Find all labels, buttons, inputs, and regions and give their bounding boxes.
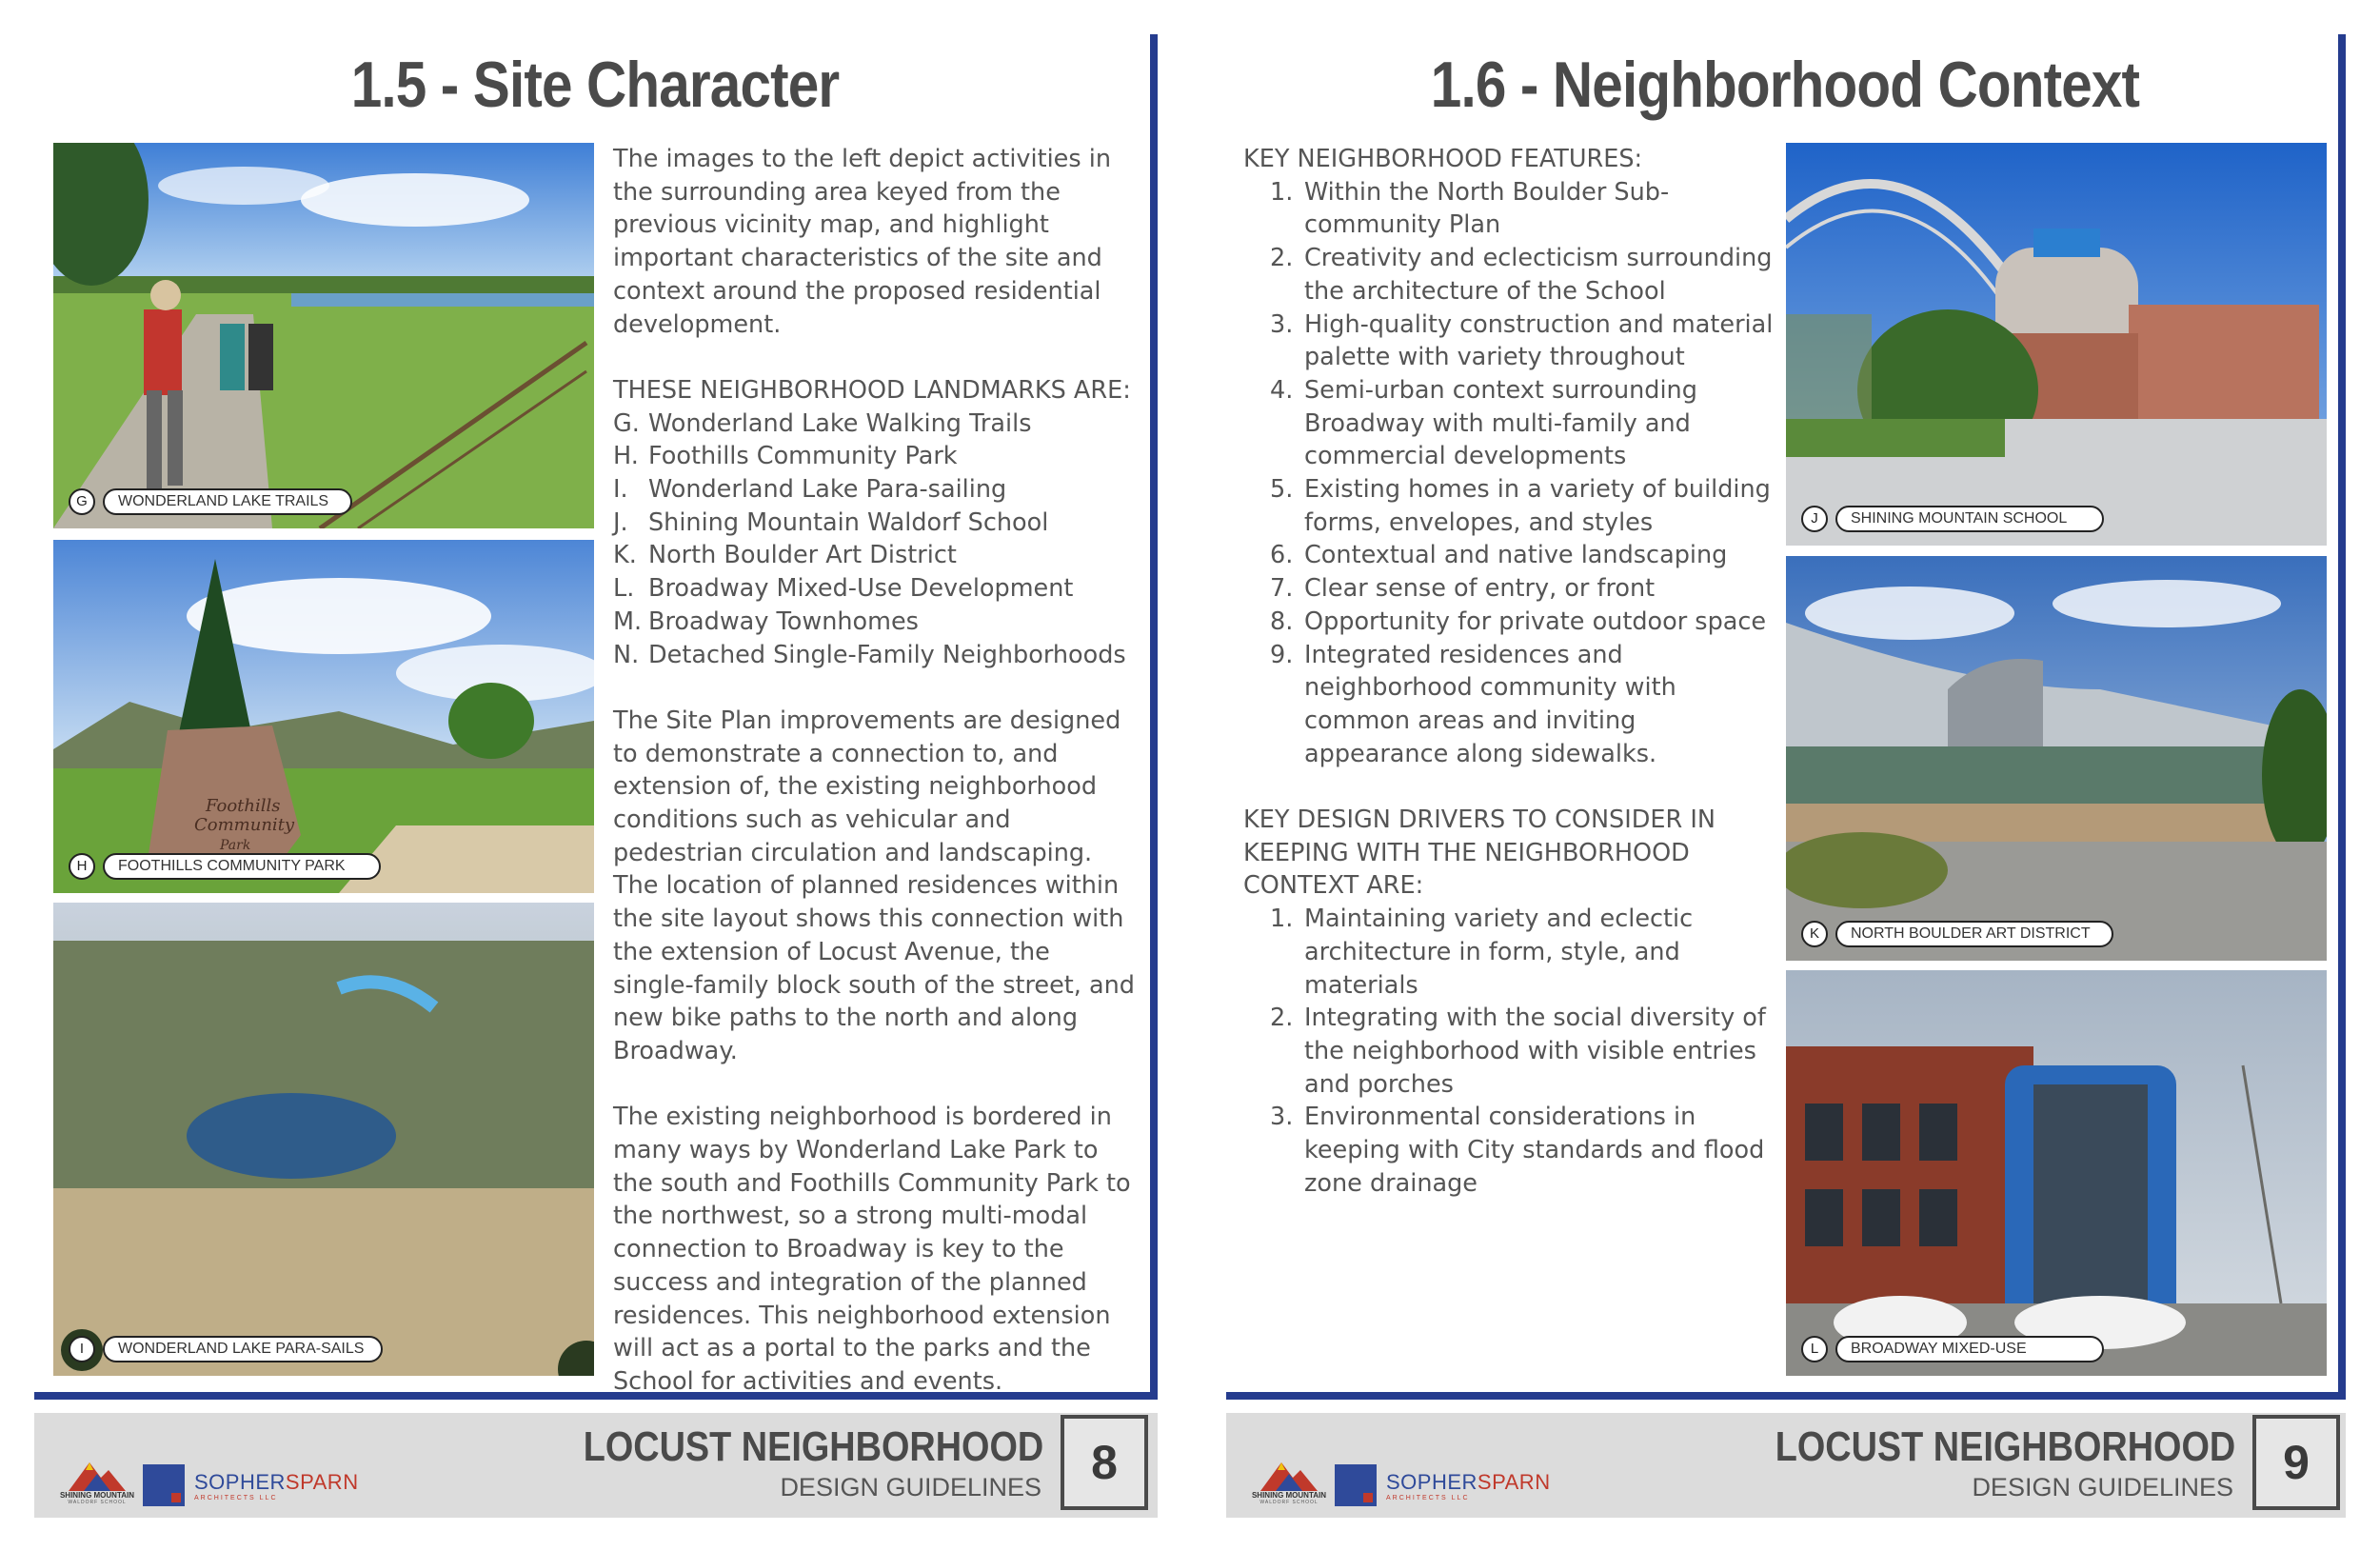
caption-letter: K <box>1801 921 1828 947</box>
caption-l <box>1801 1336 2104 1362</box>
photo-broadway-mixed-use <box>1786 970 2327 1376</box>
caption-h <box>69 853 381 880</box>
caption-j <box>1801 506 2104 532</box>
list-item: 8. Opportunity for private outdoor space <box>1270 606 1767 636</box>
caption-i <box>69 1336 383 1362</box>
sopher-sparn-mark-icon <box>1335 1464 1377 1506</box>
list-item: 3. Environmental considerations in keeping with City standards and flood zone drainage <box>1270 1103 1765 1198</box>
site-plan-paragraph: The Site Plan improvements are designed to demonstrate a connection to, and extension of, the existing neighborhood conditions such as vehicular and pedestrian circulation and landscaping. The location of planned residences within the site layout shows this connection with the extension of Locust Avenue, the single-family block south of the street, and new bike paths to the north and along Broadway. <box>613 706 1135 1065</box>
list-item: H. Foothills Community Park <box>613 442 958 471</box>
landmarks-heading: THESE NEIGHBORHOOD LANDMARKS ARE: <box>613 375 1131 405</box>
caption-letter: H <box>69 853 95 880</box>
list-item: 7. Clear sense of entry, or front <box>1270 574 1656 604</box>
mountain-icon <box>1260 1459 1318 1491</box>
list-item: L. Broadway Mixed-Use Development <box>613 574 1074 604</box>
left-page-right-rule <box>1150 34 1158 1400</box>
landmarks-list <box>613 408 1137 672</box>
right-text-column <box>1243 143 1776 1200</box>
list-item: 1. Within the North Boulder Sub-community Plan <box>1270 177 1670 240</box>
caption-letter: L <box>1801 1336 1828 1362</box>
features-heading: KEY NEIGHBORHOOD FEATURES: <box>1243 145 1643 173</box>
sopher-sparn-mark-icon <box>143 1464 185 1506</box>
footer-title: LOCUST NEIGHBORHOOD <box>1775 1423 2235 1470</box>
sign-text-2: Community <box>194 815 295 835</box>
caption-label: BROADWAY MIXED-USE <box>1835 1336 2104 1362</box>
caption-label: NORTH BOULDER ART DISTRICT <box>1835 921 2113 947</box>
drivers-heading: KEY DESIGN DRIVERS TO CONSIDER IN KEEPING WITH THE NEIGHBORHOOD CONTEXT ARE: <box>1243 805 1716 901</box>
list-item: M. Broadway Townhomes <box>613 606 919 636</box>
caption-letter: J <box>1801 506 1828 532</box>
page-number: 8 <box>1061 1415 1148 1510</box>
shining-mountain-logo: SHINING MOUNTAIN WALDORF SCHOOL <box>48 1459 147 1505</box>
caption-letter: G <box>69 488 95 515</box>
caption-label: WONDERLAND LAKE TRAILS <box>103 488 352 515</box>
caption-label: FOOTHILLS COMMUNITY PARK <box>103 853 381 880</box>
mountain-icon <box>69 1459 126 1491</box>
sign-text-1: Foothills <box>206 796 281 816</box>
neighborhood-paragraph: The existing neighborhood is bordered in many ways by Wonderland Lake Park to the south and Foothills Community Park to the northwest, so a strong multi-modal connection to Broadway is key to the success and integration of the planned residences. This neighborhood extension will act as a portal to the parks and the School for activities and events. <box>613 1103 1131 1396</box>
page-number: 9 <box>2252 1415 2340 1510</box>
intro-paragraph: The images to the left depict activities in the surrounding area keyed from the previous vicinity map, and highlight important characteristics of the site and context around the proposed residential development. <box>613 145 1111 339</box>
footer-subtitle: DESIGN GUIDELINES <box>1972 1473 2233 1501</box>
right-page-bottom-rule <box>1226 1392 2346 1400</box>
list-item: N. Detached Single-Family Neighborhoods <box>613 640 1126 669</box>
right-page-right-rule <box>2338 34 2346 1400</box>
photo-wonderland-lake-para-sails <box>53 903 594 1376</box>
list-item: 2. Integrating with the social diversity of the neighborhood with visible entries and porches <box>1270 1004 1766 1099</box>
caption-letter: I <box>69 1336 95 1362</box>
right-page-title: 1.6 - Neighborhood Context <box>1430 49 2140 121</box>
photo-foothills-community-park <box>53 540 594 893</box>
features-list <box>1243 176 1776 771</box>
shining-mountain-logo: SHINING MOUNTAIN WALDORF SCHOOL <box>1240 1459 1339 1505</box>
photo-shining-mountain-school <box>1786 143 2327 546</box>
list-item: 1. Maintaining variety and eclectic architecture in form, style, and materials <box>1270 905 1694 1000</box>
list-item: 9. Integrated residences and neighborhood community with common areas and inviting appearance along sidewalks. <box>1270 640 1676 768</box>
sopher-sparn-logo: SOPHERSPARN ARCHITECTS LLC <box>1335 1464 1551 1506</box>
list-item: 4. Semi-urban context surrounding Broadway with multi-family and commercial developments <box>1270 375 1697 471</box>
list-item: 2. Creativity and eclecticism surrounding the architecture of the School <box>1270 244 1773 306</box>
caption-g <box>69 488 352 515</box>
list-item: I. Wonderland Lake Para-sailing <box>613 475 1007 505</box>
list-item: 6. Contextual and native landscaping <box>1270 541 1728 570</box>
list-item: 3. High-quality construction and material palette with variety throughout <box>1270 309 1774 372</box>
list-item: J. Shining Mountain Waldorf School <box>613 507 1049 537</box>
list-item: 5. Existing homes in a variety of building forms, envelopes, and styles <box>1270 475 1771 537</box>
footer-title: LOCUST NEIGHBORHOOD <box>583 1423 1043 1470</box>
list-item: G. Wonderland Lake Walking Trails <box>613 408 1032 438</box>
photo-wonderland-lake-trails <box>53 143 594 528</box>
left-page-title: 1.5 - Site Character <box>350 49 840 121</box>
sign-text-3: Park <box>220 838 251 853</box>
caption-k <box>1801 921 2113 947</box>
footer-subtitle: DESIGN GUIDELINES <box>780 1473 1041 1501</box>
list-item: K. North Boulder Art District <box>613 541 957 570</box>
sopher-sparn-logo: SOPHERSPARN ARCHITECTS LLC <box>143 1464 359 1506</box>
drivers-list <box>1243 903 1776 1200</box>
caption-label: WONDERLAND LAKE PARA-SAILS <box>103 1336 383 1362</box>
photo-north-boulder-art-district <box>1786 556 2327 961</box>
caption-label: SHINING MOUNTAIN SCHOOL <box>1835 506 2104 532</box>
left-text-column <box>613 143 1137 1399</box>
